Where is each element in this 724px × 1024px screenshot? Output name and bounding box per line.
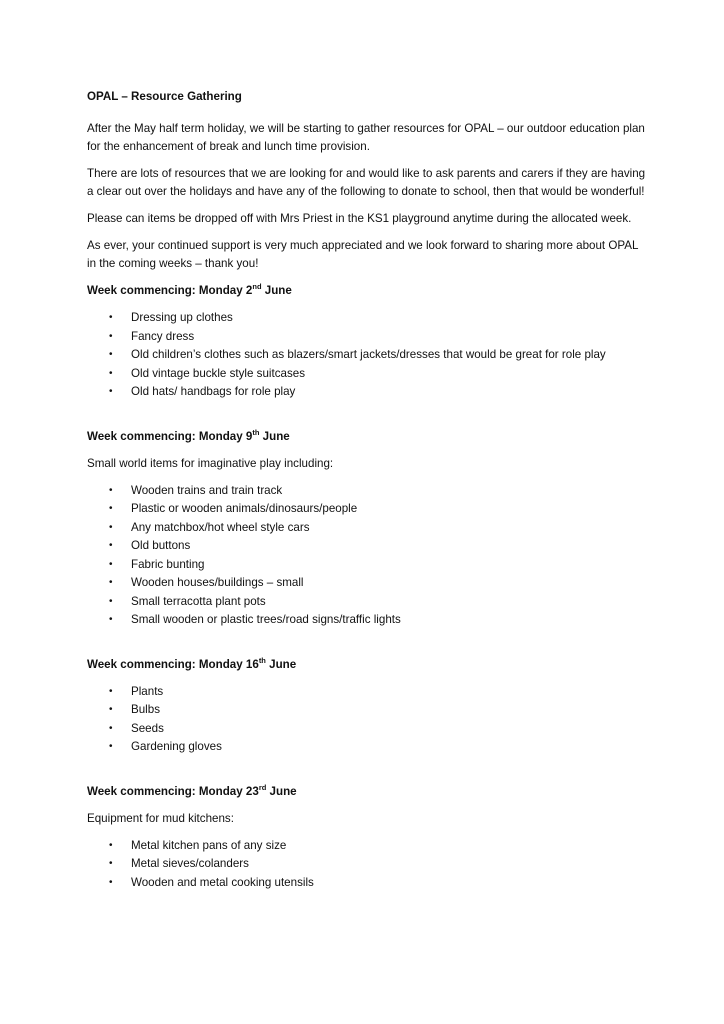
bullet-icon: •	[109, 741, 113, 752]
week-heading-ordinal: nd	[252, 282, 262, 291]
document-title: OPAL – Resource Gathering	[87, 90, 242, 103]
bullet-icon: •	[109, 704, 113, 715]
list-item: • Old children’s clothes such as blazers/smart jackets/dresses that would be great for role play	[87, 346, 647, 365]
list-item: • Metal kitchen pans of any size	[87, 837, 647, 856]
bullet-icon: •	[109, 367, 113, 379]
week-4-intro: Equipment for mud kitchens:	[87, 811, 234, 825]
week-heading-ordinal: rd	[258, 782, 267, 792]
paragraph-request: There are lots of resources that we are looking for and would like to ask parents and carers if they are having a clear out over the holidays and have any of the following to donate to school, then that would be wonderful!	[87, 167, 646, 198]
list-item: • Dressing up clothes	[87, 309, 647, 328]
list-item: • Wooden houses/buildings – small	[87, 574, 647, 593]
list-item: • Fancy dress	[87, 328, 647, 347]
paragraph-dropoff: Please can items be dropped off with Mrs Priest in the KS1 playground anytime during the allocated week.	[87, 212, 632, 225]
week-heading-ordinal: th	[252, 427, 260, 437]
week-heading-month: June	[259, 429, 290, 443]
list-item: • Gardening gloves	[87, 738, 647, 757]
list-item: • Small terracotta plant pots	[87, 593, 647, 612]
week-2-item-list	[87, 482, 647, 630]
bullet-icon: •	[109, 312, 113, 323]
bullet-icon: •	[109, 614, 113, 625]
week-2-intro: Small world items for imaginative play including:	[87, 456, 334, 470]
week-heading-9th-june	[87, 428, 647, 446]
week-4-item-list	[87, 837, 647, 893]
list-item: • Fabric bunting	[87, 556, 647, 575]
week-heading-ordinal: th	[258, 655, 266, 665]
bullet-icon: •	[109, 503, 113, 514]
bullet-icon: •	[109, 349, 113, 360]
bullet-icon: •	[109, 558, 113, 570]
bullet-icon: •	[109, 521, 113, 533]
bullet-icon: •	[109, 484, 113, 496]
list-item: • Bulbs	[87, 701, 647, 720]
list-item: • Seeds	[87, 720, 647, 739]
week-heading-month: June	[265, 657, 297, 671]
bullet-icon: •	[109, 876, 113, 888]
list-item: • Plants	[87, 683, 647, 702]
list-item: • Old buttons	[87, 537, 647, 556]
week-heading-month: June	[261, 284, 292, 297]
bullet-icon: •	[109, 858, 113, 869]
week-heading-text: Week commencing: Monday 9	[87, 429, 253, 443]
paragraph-intro: After the May half term holiday, we will be starting to gather resources for OPAL – our outdoor education plan for the enhancement of break and lunch time provision.	[87, 122, 645, 153]
bullet-icon: •	[109, 386, 113, 397]
bullet-icon: •	[109, 540, 113, 551]
week-heading-text: Week commencing: Monday 23	[87, 784, 259, 798]
list-item: • Metal sieves/colanders	[87, 855, 647, 874]
list-item: • Wooden trains and train track	[87, 482, 647, 501]
list-item: • Any matchbox/hot wheel style cars	[87, 519, 647, 538]
list-item: • Old vintage buckle style suitcases	[87, 365, 647, 384]
list-item: • Old hats/ handbags for role play	[87, 383, 647, 402]
week-heading-text: Week commencing: Monday 16	[87, 657, 259, 671]
paragraph-thanks: As ever, your continued support is very much appreciated and we look forward to sharing more about OPAL in the coming weeks – thank you!	[87, 239, 638, 270]
week-heading-text: Week commencing: Monday 2	[87, 284, 253, 297]
bullet-icon: •	[109, 685, 113, 697]
bullet-icon: •	[109, 722, 113, 734]
list-item: • Plastic or wooden animals/dinosaurs/people	[87, 500, 647, 519]
document-page	[87, 88, 647, 918]
list-item: • Wooden and metal cooking utensils	[87, 874, 647, 893]
bullet-icon: •	[109, 839, 113, 851]
week-3-item-list	[87, 683, 647, 757]
bullet-icon: •	[109, 595, 113, 607]
list-item: • Small wooden or plastic trees/road signs/traffic lights	[87, 611, 647, 630]
week-1-item-list	[87, 309, 647, 402]
week-heading-2nd-june	[87, 282, 647, 300]
week-heading-16th-june	[87, 656, 647, 674]
bullet-icon: •	[109, 330, 113, 342]
week-heading-23rd-june	[87, 783, 647, 801]
week-heading-month: June	[266, 784, 297, 798]
bullet-icon: •	[109, 577, 113, 588]
